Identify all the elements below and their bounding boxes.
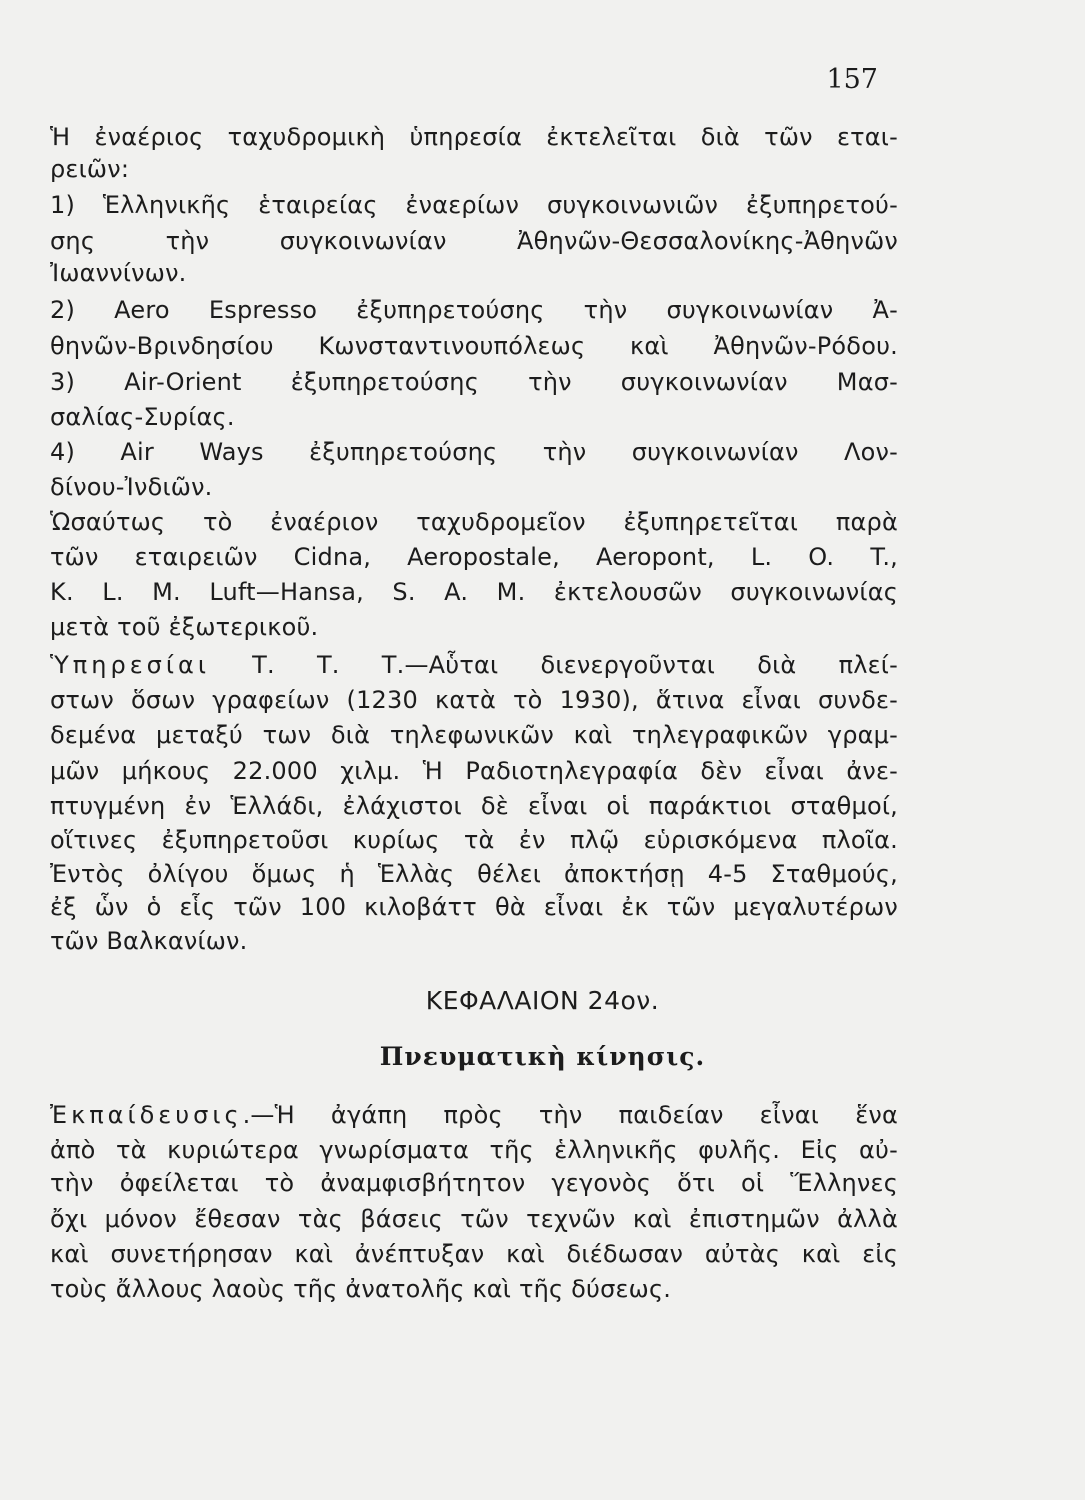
chapter-subtitle: Πνευματικὴ κίνησις. [379, 1042, 706, 1071]
text-line: σης τὴν συγκοινωνίαν Ἀθηνῶν-Θεσσαλονίκης-Ἀθηνῶν [50, 227, 898, 255]
chapter-heading: ΚΕΦΑΛΑΙΟΝ 24ον. [425, 986, 660, 1015]
text-line: δεμένα μεταξύ των διὰ τηλεφωνικῶν καὶ τηλεγραφικῶν γραμ- [50, 721, 898, 749]
text-line: πτυγμένη ἐν Ἑλλάδι, ἐλάχιστοι δὲ εἶναι οἱ παράκτιοι σταθμοί, [50, 792, 898, 820]
text-line: Ἐντὸς ὀλίγου ὅμως ἡ Ἑλλὰς θέλει ἀποκτήσῃ 4-5 Σταθμούς, [50, 860, 898, 888]
text-line: ἐξ ὧν ὁ εἷς τῶν 100 κιλοβάττ θὰ εἶναι ἐκ τῶν μεγαλυτέρων [50, 893, 898, 921]
text-line: καὶ συνετήρησαν καὶ ἀνέπτυξαν καὶ διέδωσαν αὐτὰς καὶ εἰς [50, 1240, 898, 1268]
text-line: Ἡ ἐναέριος ταχυδρομικὴ ὑπηρεσία ἐκτελεῖται διὰ τῶν εται- [50, 123, 898, 151]
section-heading-ekpaideusis: Ἐκπαίδευσις [50, 1101, 243, 1129]
text-line: τὴν ὀφείλεται τὸ ἀναμφισβήτητον γεγονὸς ὅτι οἱ Ἕλληνες [50, 1169, 898, 1197]
text-line: ἀπὸ τὰ κυριώτερα γνωρίσματα τῆς ἑλληνικῆς φυλῆς. Εἰς αὐ- [50, 1136, 898, 1164]
text-line: στων ὅσων γραφείων (1230 κατὰ τὸ 1930), ἅτινα εἶναι συνδε- [50, 686, 898, 714]
section-first-line-text: .—Ἡ ἀγάπη πρὸς τὴν παιδείαν εἶναι ἕνα [242, 1101, 898, 1129]
text-line: 3) Air-Orient ἐξυπηρετούσης τὴν συγκοινωνίαν Μασ- [50, 368, 898, 396]
text-line: ὄχι μόνον ἔθεσαν τὰς βάσεις τῶν τεχνῶν καὶ ἐπιστημῶν ἀλλὰ [50, 1205, 898, 1233]
text-line: μετὰ τοῦ ἐξωτερικοῦ. [50, 613, 319, 641]
text-line: ρειῶν: [50, 155, 130, 183]
section-heading-ypiresiai: Ὑπηρεσίαι [50, 651, 210, 679]
section-first-line-text: Τ. Τ. Τ.—Αὗται διενεργοῦνται διὰ πλεί- [252, 651, 898, 679]
text-line: 1) Ἑλληνικῆς ἑταιρείας ἐναερίων συγκοινωνιῶν ἐξυπηρετού- [50, 191, 898, 219]
text-line: τῶν εταιρειῶν Cidna, Aeropostale, Aeropont, L. O. T., [50, 543, 898, 571]
page-number: 157 [826, 64, 878, 95]
text-line: μῶν μήκους 22.000 χιλμ. Ἡ Ραδιοτηλεγραφία δὲν εἶναι ἀνε- [50, 757, 898, 785]
text-line: K. L. M. Luft—Hansa, S. A. M. ἐκτελουσῶν συγκοινωνίας [50, 578, 898, 606]
section-first-line [50, 649, 898, 681]
text-line: 2) Aero Espresso ἐξυπηρετούσης τὴν συγκοινωνίαν Ἀ- [50, 296, 898, 324]
section-first-line [50, 1099, 898, 1131]
text-line: τῶν Βαλκανίων. [50, 927, 248, 955]
text-line: θηνῶν-Βρινδησίου Κωνσταντινουπόλεως καὶ Ἀθηνῶν-Ρόδου. [50, 332, 898, 360]
text-line: Ὡσαύτως τὸ ἐναέριον ταχυδρομεῖον ἐξυπηρετεῖται παρὰ [50, 508, 898, 536]
text-line: σαλίας-Συρίας. [50, 403, 235, 431]
text-line: 4) Air Ways ἐξυπηρετούσης τὴν συγκοινωνίαν Λον- [50, 438, 898, 466]
text-line: οἵτινες ἐξυπηρετοῦσι κυρίως τὰ ἐν πλῷ εὑρισκόμενα πλοῖα. [50, 826, 898, 854]
text-line: Ἰωαννίνων. [50, 259, 187, 287]
text-line: δίνου-Ἰνδιῶν. [50, 473, 213, 501]
text-line: τοὺς ἄλλους λαοὺς τῆς ἀνατολῆς καὶ τῆς δύσεως. [50, 1275, 672, 1303]
